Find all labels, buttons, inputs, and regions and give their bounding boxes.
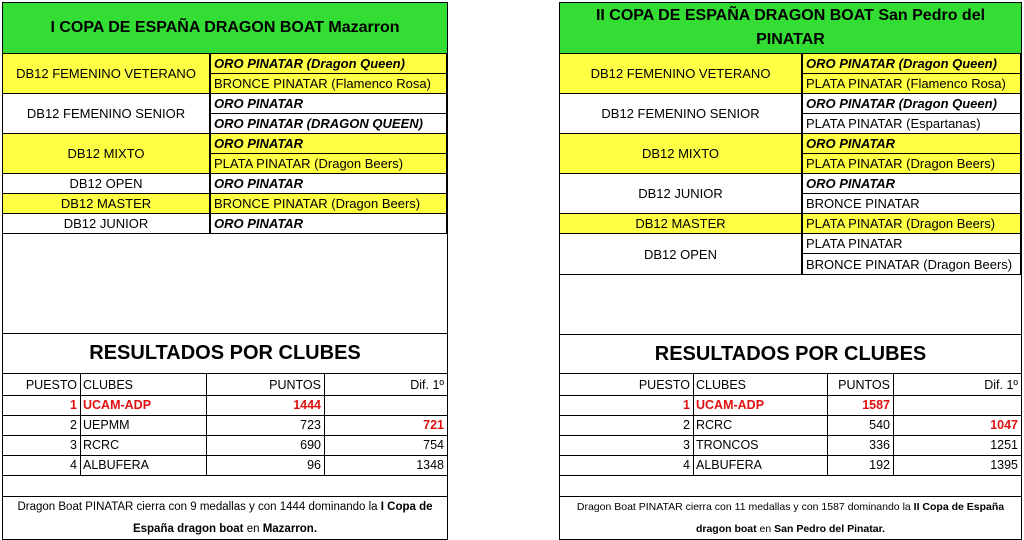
left-cat-master: DB12 MASTER bbox=[3, 194, 210, 214]
left-result: PLATA PINATAR (Dragon Beers) bbox=[210, 154, 447, 174]
left-cat-fem-senior: DB12 FEMENINO SENIOR bbox=[3, 94, 210, 134]
right-spacer-2 bbox=[559, 476, 1022, 496]
club-points: 690 bbox=[300, 438, 321, 452]
right-cat-master: DB12 MASTER bbox=[560, 214, 802, 234]
club-name: TRONCOS bbox=[696, 438, 759, 452]
club-name: ALBUFERA bbox=[83, 458, 149, 472]
right-cat-mixto: DB12 MIXTO bbox=[560, 134, 802, 174]
footer-bold: San Pedro del Pinatar. bbox=[774, 523, 886, 535]
right-club-title: RESULTADOS POR CLUBES bbox=[559, 334, 1022, 374]
right-result: PLATA PINATAR bbox=[802, 234, 1021, 254]
left-cat-mixto: DB12 MIXTO bbox=[3, 134, 210, 174]
club-name: RCRC bbox=[83, 438, 120, 452]
right-result: BRONCE PINATAR (Dragon Beers) bbox=[802, 254, 1021, 274]
right-cat-fem-senior: DB12 FEMENINO SENIOR bbox=[560, 94, 802, 134]
club-dif: 1251 bbox=[990, 438, 1018, 452]
club-dif: 1395 bbox=[990, 458, 1018, 472]
left-result: ORO PINATAR bbox=[210, 134, 447, 154]
col-header-clubes: CLUBES bbox=[696, 378, 747, 392]
left-title: I COPA DE ESPAÑA DRAGON BOAT Mazarron bbox=[2, 2, 448, 54]
left-club-title: RESULTADOS POR CLUBES bbox=[2, 334, 448, 374]
col-header-puntos: PUNTOS bbox=[838, 378, 890, 392]
club-pos: 2 bbox=[70, 418, 77, 432]
club-dif bbox=[325, 395, 447, 415]
left-cat-open: DB12 OPEN bbox=[3, 174, 210, 194]
club-pos: 4 bbox=[70, 458, 77, 472]
club-name: RCRC bbox=[696, 418, 733, 432]
club-dif: 754 bbox=[423, 438, 444, 452]
footer-text: en bbox=[243, 523, 263, 535]
club-points: 723 bbox=[300, 418, 321, 432]
footer-text: en bbox=[756, 523, 775, 535]
left-cat-fem-veterano: DB12 FEMENINO VETERANO bbox=[3, 54, 210, 94]
col-header-dif: Dif. 1º bbox=[410, 378, 444, 392]
club-dif: 1348 bbox=[416, 458, 444, 472]
club-pos: 3 bbox=[683, 438, 690, 452]
left-result: ORO PINATAR (Dragon Queen) bbox=[210, 54, 447, 74]
right-cat-fem-veterano: DB12 FEMENINO VETERANO bbox=[560, 54, 802, 94]
right-title: II COPA DE ESPAÑA DRAGON BOAT San Pedro del PINATAR bbox=[559, 2, 1022, 54]
left-club-table bbox=[2, 374, 448, 476]
footer-text: Dragon Boat PINATAR cierra con 9 medallas y con 1444 dominando la bbox=[17, 501, 381, 513]
club-pos: 4 bbox=[683, 458, 690, 472]
right-result: PLATA PINATAR (Dragon Beers) bbox=[802, 214, 1021, 234]
left-cat-junior: DB12 JUNIOR bbox=[3, 214, 210, 234]
right-footer bbox=[559, 496, 1022, 540]
club-points: 1587 bbox=[862, 398, 890, 412]
right-result: PLATA PINATAR (Flamenco Rosa) bbox=[802, 74, 1021, 94]
right-medal-table bbox=[559, 54, 1022, 275]
club-pos: 2 bbox=[683, 418, 690, 432]
right-cat-open: DB12 OPEN bbox=[560, 234, 802, 274]
club-pos: 1 bbox=[683, 398, 690, 412]
right-result: ORO PINATAR (Dragon Queen) bbox=[802, 54, 1021, 74]
left-result: ORO PINATAR bbox=[210, 94, 447, 114]
col-header-puesto: PUESTO bbox=[25, 378, 77, 392]
club-pos: 3 bbox=[70, 438, 77, 452]
club-dif: 721 bbox=[423, 418, 444, 432]
right-result: BRONCE PINATAR bbox=[802, 194, 1021, 214]
club-dif bbox=[894, 395, 1021, 415]
col-header-puntos: PUNTOS bbox=[269, 378, 321, 392]
right-result: PLATA PINATAR (Dragon Beers) bbox=[802, 154, 1021, 174]
club-name: UEPMM bbox=[83, 418, 130, 432]
right-result: ORO PINATAR (Dragon Queen) bbox=[802, 94, 1021, 114]
right-cat-junior: DB12 JUNIOR bbox=[560, 174, 802, 214]
footer-bold: I Copa de España dragon boat bbox=[132, 501, 433, 535]
footer-text: Dragon Boat PINATAR cierra con 11 medallas y con 1587 dominando la bbox=[576, 501, 914, 513]
col-header-dif: Dif. 1º bbox=[984, 378, 1018, 392]
right-result: ORO PINATAR bbox=[802, 134, 1021, 154]
left-result: ORO PINATAR bbox=[210, 174, 447, 194]
club-name: ALBUFERA bbox=[696, 458, 762, 472]
col-header-puesto: PUESTO bbox=[638, 378, 690, 392]
club-points: 1444 bbox=[293, 398, 321, 412]
footer-bold: II Copa de España dragon boat bbox=[695, 501, 1005, 535]
left-result: BRONCE PINATAR (Dragon Beers) bbox=[210, 194, 447, 214]
right-club-table bbox=[559, 374, 1022, 476]
left-result: BRONCE PINATAR (Flamenco Rosa) bbox=[210, 74, 447, 94]
right-result: ORO PINATAR bbox=[802, 174, 1021, 194]
club-points: 540 bbox=[869, 418, 890, 432]
left-spacer bbox=[2, 476, 448, 496]
right-spacer bbox=[559, 275, 1022, 334]
club-pos: 1 bbox=[70, 398, 77, 412]
left-panel bbox=[2, 2, 448, 538]
left-footer bbox=[2, 496, 448, 540]
right-panel bbox=[559, 2, 1022, 538]
club-name: UCAM-ADP bbox=[83, 398, 152, 412]
club-dif: 1047 bbox=[990, 418, 1018, 432]
left-result: ORO PINATAR bbox=[210, 214, 447, 234]
club-points: 336 bbox=[869, 438, 890, 452]
club-name: UCAM-ADP bbox=[696, 398, 765, 412]
footer-bold: Mazarron. bbox=[262, 523, 318, 535]
left-result: ORO PINATAR (DRAGON QUEEN) bbox=[210, 114, 447, 134]
club-points: 192 bbox=[869, 458, 890, 472]
col-header-clubes: CLUBES bbox=[83, 378, 134, 392]
club-points: 96 bbox=[307, 458, 321, 472]
left-medal-table bbox=[2, 54, 448, 334]
right-result: PLATA PINATAR (Espartanas) bbox=[802, 114, 1021, 134]
